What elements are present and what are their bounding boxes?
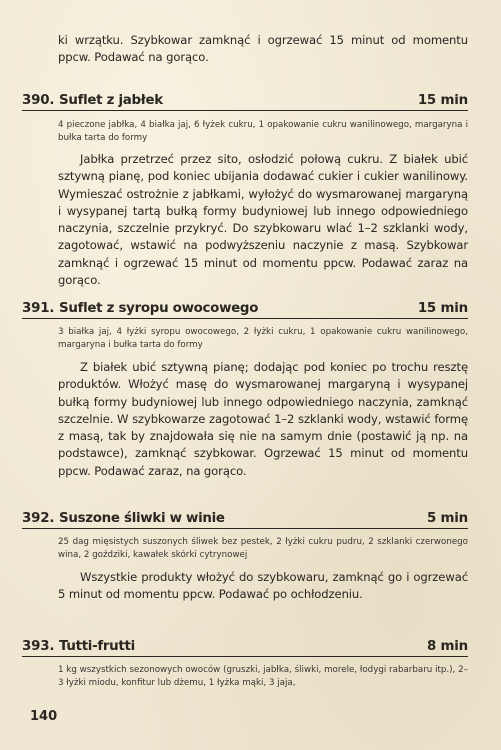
recipe-instructions-391: Z białek ubić sztywną pianę; dodając pod koniec po trochu resztę produktów. Włożyć masę do wysmarowanej margaryną i wysypanej bułką formy budyniowej lub innego odpowiedniego naczynia, zamknąć szczelnie. W szybkowarze zagotować 1–2 szklanki wody, wstawić formę z masą, tak by znajdowała się nie na samym dnie (postawić ją np. na podstawce), zamknąć szybkowar. Ogrzewać 15 minut od momentu ppcw. Podawać zaraz, na gorąco. (58, 360, 468, 478)
recipe-header-391 (22, 298, 468, 319)
recipe-title: Suflet z jabłek (59, 93, 163, 108)
recipe-number: 391. (22, 301, 55, 316)
recipe-ingredients-390: 4 pieczone jabłka, 4 białka jaj, 6 łyżek cukru, 1 opakowanie cukru wanilinowego, margaryna i bułka tarta do formy (58, 120, 468, 144)
recipe-header-392 (22, 508, 468, 529)
recipe-number: 392. (22, 511, 55, 526)
recipe-header-390 (22, 90, 468, 111)
recipe-header-393 (22, 636, 468, 657)
recipe-instructions-390: Jabłka przetrzeć przez sito, osłodzić połową cukru. Z białek ubić sztywną pianę, pod koniec ubijania dodawać cukier i cukier wanilinowy. Wymieszać ostrożnie z jabłkami, wyłożyć do wysmarowanej margaryną i wysypanej tartą bułką formy budyniowej lub innego odpowiedniego naczynia, szczelnie przykryć. Do szybkowaru wlać 1–2 szklanki wody, zagotować, wstawić na podwyższeniu naczynie z masą. Szybkowar zamknąć i ogrzewać 15 minut od momentu ppcw. Podawać zaraz na gorąco. (58, 152, 468, 288)
recipe-time: 15 min (417, 301, 468, 316)
recipe-instructions-392: Wszystkie produkty włożyć do szybkowaru, zamknąć go i ogrzewać 5 minut od momentu ppcw. Podawać po ochłodzeniu. (58, 570, 468, 602)
recipe-title: Suszone śliwki w winie (59, 511, 225, 526)
recipe-number: 393. (22, 639, 55, 654)
recipe-time: 5 min (426, 511, 468, 526)
recipe-ingredients-393: 1 kg wszystkich sezonowych owoców (gruszki, jabłka, śliwki, morele, łodygi rabarbaru itp.), 2–3 łyżki miodu, konfitur lub dżemu, 1 łyżka mąki, 3 jaja, (58, 665, 468, 689)
recipe-number: 390. (22, 93, 55, 108)
recipe-time: 15 min (417, 93, 468, 108)
recipe-title: Tutti-frutti (59, 639, 135, 654)
intro-paragraph: ki wrzątku. Szybkowar zamknąć i ogrzewać 15 minut od momentu ppcw. Podawać na gorąco. (58, 33, 468, 65)
page-number: 140 (30, 709, 58, 724)
recipe-title: Suflet z syropu owocowego (59, 301, 259, 316)
recipe-ingredients-392: 25 dag mięsistych suszonych śliwek bez pestek, 2 łyżki cukru pudru, 2 szklanki czerwonego wina, 2 goździki, kawałek skórki cytrynowej (58, 537, 468, 561)
recipe-ingredients-391: 3 białka jaj, 4 łyżki syropu owocowego, 2 łyżki cukru, 1 opakowanie cukru wanilinowego, margaryna i bułka tarta do formy (58, 327, 468, 351)
recipe-time: 8 min (426, 639, 468, 654)
